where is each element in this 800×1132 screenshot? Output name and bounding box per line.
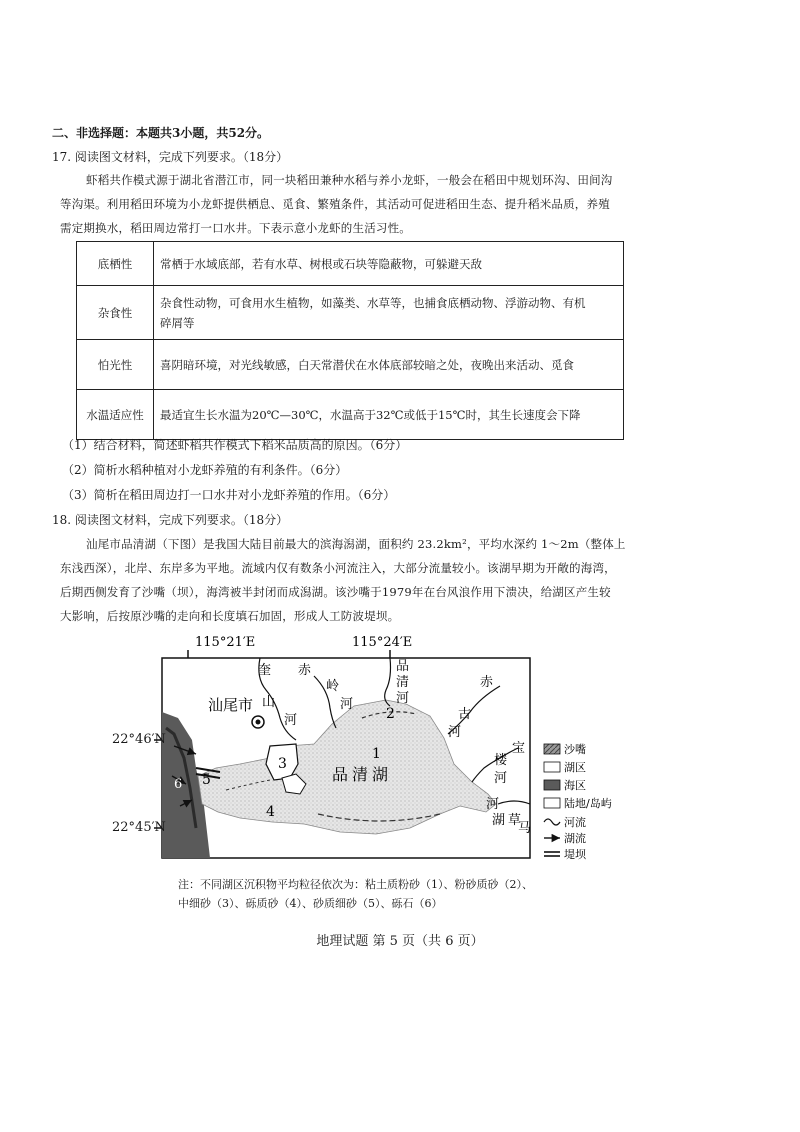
legend-label: 陆地/岛屿 — [564, 797, 612, 810]
river-label: 草 — [508, 813, 522, 828]
legend-label: 湖流 — [564, 832, 586, 845]
river-label: 清 — [396, 675, 410, 690]
legend-swatch-sea — [544, 780, 560, 790]
legend-label: 湖区 — [564, 761, 586, 774]
q17-sub-question: （1）结合材料，简述虾稻共作模式下稻米品质高的原因。（6分） — [62, 438, 408, 452]
legend-label: 河流 — [564, 816, 586, 829]
city-marker-icon — [256, 720, 261, 725]
river-label: 湖 — [492, 813, 506, 828]
table-row — [77, 390, 624, 440]
zone-number: 5 — [202, 772, 211, 788]
page-footer: 地理试题 第 5 页（共 6 页） — [316, 934, 484, 949]
map-legend — [544, 742, 612, 861]
q18-heading: 18. 阅读图文材料，完成下列要求。（18分） — [52, 513, 289, 527]
table-key: 怕光性 — [77, 340, 154, 390]
legend-swatch-lake — [544, 762, 560, 772]
lat-label: 22°46′N — [112, 732, 166, 747]
table-key: 水温适应性 — [77, 390, 154, 440]
habits-table — [76, 241, 624, 440]
table-value-line: 碎屑等 — [160, 315, 195, 330]
q18-para-line: 汕尾市品清湖（下图）是我国大陆目前最大的滨海潟湖，面积约 23.2km²，平均水深约 1～2m（整体上 — [86, 537, 626, 551]
river-label: 古 — [458, 707, 472, 722]
city-label: 汕尾市 — [208, 696, 254, 714]
map-svg — [100, 628, 620, 878]
legend-river-icon — [544, 819, 560, 825]
lake-label: 品清湖 — [332, 765, 393, 784]
table-row — [77, 340, 624, 390]
q17-para-line: 等沟渠。利用稻田环境为小龙虾提供栖息、觅食、繁殖条件，其活动可促进稻田生态、提升稻米品质，养殖 — [60, 197, 610, 211]
lon-label: 115°21′E — [195, 635, 256, 650]
river-label: 马 — [518, 821, 532, 836]
map-note: 中细砂（3）、砾质砂（4）、砂质细砂（5）、砾石（6） — [178, 897, 443, 910]
lat-label: 22°45′N — [112, 820, 166, 835]
river-label: 河 — [494, 771, 508, 786]
map-note: 注：不同湖区沉积物平均粒径依次为：粘土质粉砂（1）、粉砂质砂（2）、 — [178, 878, 533, 891]
q17-sub-question: （3）简析在稻田周边打一口水井对小龙虾养殖的作用。（6分） — [62, 488, 396, 502]
table-value: 常栖于水域底部，若有水草、树根或石块等隐蔽物，可躲避天敌 — [154, 242, 624, 286]
legend-swatch-spit — [544, 744, 560, 754]
table-row — [77, 242, 624, 286]
river-label: 宝 — [512, 741, 526, 756]
legend-label: 堤坝 — [564, 848, 586, 861]
zone-number: 6 — [174, 777, 183, 792]
table-value: 喜阴暗环境，对光线敏感，白天常潜伏在水体底部较暗之处，夜晚出来活动、觅食 — [154, 340, 624, 390]
table-value — [154, 286, 624, 340]
q18-para-line: 后期西侧发育了沙嘴（坝），海湾被半封闭而成潟湖。该沙嘴于1979年在台风浪作用下溃决，给湖区产生较 — [60, 585, 611, 599]
table-row — [77, 286, 624, 340]
river-label: 河 — [396, 691, 410, 706]
river-label: 岭 — [326, 679, 340, 694]
lon-label: 115°24′E — [352, 635, 413, 650]
river-label: 山 — [262, 695, 276, 710]
table-key: 底栖性 — [77, 242, 154, 286]
map-figure — [100, 628, 620, 878]
river-label: 楼 — [494, 753, 508, 768]
section-title: 二、非选择题：本题共3小题，共52分。 — [52, 126, 270, 140]
zone-number: 3 — [278, 756, 287, 772]
table-key: 杂食性 — [77, 286, 154, 340]
river-label: 奎 — [258, 663, 272, 678]
river-label: 河 — [284, 713, 298, 728]
river-label: 赤 — [480, 675, 494, 690]
river-label: 河 — [340, 697, 354, 712]
zone-number: 4 — [266, 804, 275, 820]
river-label: 河 — [448, 725, 462, 740]
q18-para-line: 东浅西深），北岸、东岸多为平地。流域内仅有数条小河流注入，大部分流量较小。该湖早期为开敞的海湾， — [60, 561, 616, 575]
river-label: 品 — [396, 659, 410, 674]
q17-para-line: 虾稻共作模式源于湖北省潜江市，同一块稻田兼种水稻与养小龙虾，一般会在稻田中规划环沟、田间沟 — [86, 173, 613, 187]
table-value-line: 杂食性动物，可食用水生植物，如藻类、水草等，也捕食底栖动物、浮游动物、有机 — [160, 295, 586, 310]
legend-label: 海区 — [564, 779, 586, 792]
q18-para-line: 大影响，后按原沙嘴的走向和长度填石加固，形成人工防波堤坝。 — [60, 609, 400, 623]
q17-heading: 17. 阅读图文材料，完成下列要求。（18分） — [52, 150, 289, 164]
table-value: 最适宜生长水温为20℃—30℃，水温高于32℃或低于15℃时，其生长速度会下降 — [154, 390, 624, 440]
river-label: 赤 — [298, 663, 312, 678]
q17-sub-question: （2）简析水稻种植对小龙虾养殖的有利条件。（6分） — [62, 463, 348, 477]
zone-number: 1 — [372, 746, 381, 762]
legend-swatch-land — [544, 798, 560, 808]
river-label: 河 — [486, 797, 500, 812]
legend-label: 沙嘴 — [564, 743, 586, 756]
zone-number: 2 — [386, 706, 395, 722]
q17-para-line: 需定期换水，稻田周边常打一口水井。下表示意小龙虾的生活习性。 — [60, 221, 411, 235]
